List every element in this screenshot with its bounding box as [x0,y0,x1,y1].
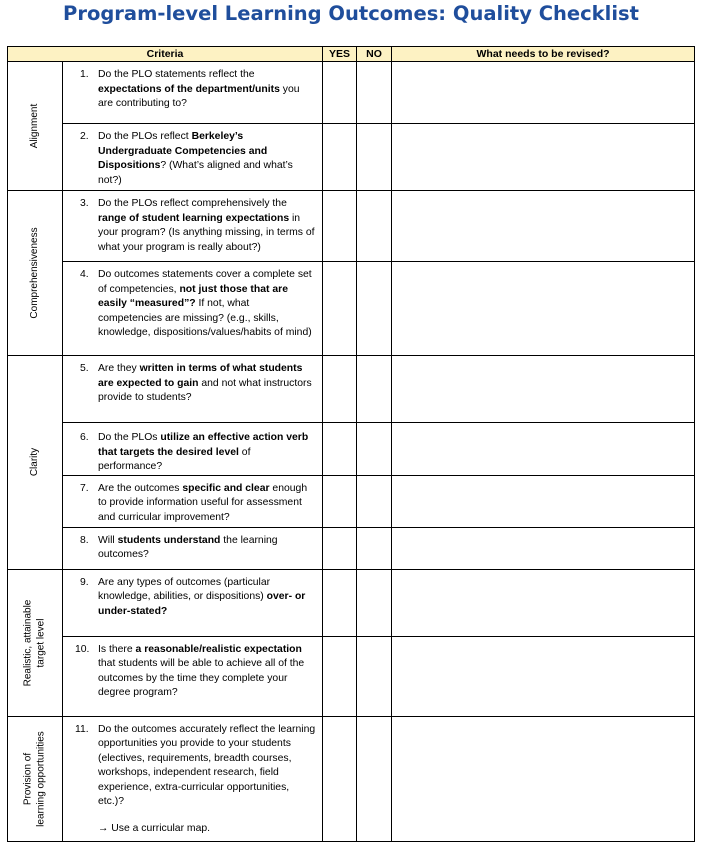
item-text: Are the outcomes [98,482,183,494]
item-text: and not what instructors provide to students? [98,377,312,403]
revise-cell[interactable] [392,124,695,191]
criterion-9 [63,569,323,636]
category-label: learning opportunities [35,730,46,827]
revise-cell[interactable] [392,191,695,262]
item-text: Do the PLO statements reflect the [98,69,255,80]
header-yes: YES [323,47,357,62]
criterion-5 [63,356,323,423]
table-row [8,475,695,527]
page-title: Program-level Learning Outcomes: Quality Checklist [63,2,639,25]
category-label: Realistic, attainable [22,599,34,686]
table-row [8,356,695,423]
item-text-bold: utilize an effective action verb that targets the desired level [98,432,309,458]
item-text: that students will be able to achieve all of the outcomes by the time they complete your degree program? [98,658,305,698]
revise-cell[interactable] [392,262,695,356]
checklist-table [7,46,695,842]
item-text-bold: expectations of the department/units [98,83,280,95]
item-number: 2. [80,131,89,142]
table-row [8,423,695,476]
category-realistic [8,569,63,716]
category-comprehensiveness [8,191,63,356]
item-text: Are they [98,363,140,374]
category-label: Comprehensiveness [28,227,40,319]
item-number: 1. [80,69,89,80]
yes-cell[interactable] [323,527,357,569]
category-label: Alignment [28,103,40,149]
item-number: 8. [80,534,89,546]
no-cell[interactable] [357,262,392,356]
yes-cell[interactable] [323,636,357,716]
yes-cell[interactable] [323,191,357,262]
table-row [8,191,695,262]
no-cell[interactable] [357,191,392,262]
no-cell[interactable] [357,527,392,569]
header-criteria: Criteria [8,47,323,62]
criterion-8 [63,527,323,569]
item-number: 7. [80,482,89,494]
category-provision [8,716,63,841]
no-cell[interactable] [357,356,392,423]
criterion-2 [63,124,323,191]
item-text-bold: over- or under-stated? [98,591,306,617]
item-text-bold: a reasonable/realistic expectation [135,643,302,655]
item-number: 9. [80,576,89,588]
yes-cell[interactable] [323,124,357,191]
criterion-10 [63,636,323,716]
no-cell[interactable] [357,569,392,636]
curricular-map-note: → Use a curricular map. [98,822,211,834]
revise-cell[interactable] [392,475,695,527]
item-text: Is there [98,643,136,655]
revise-cell[interactable] [392,716,695,841]
item-text-bold: not just those that are easily “measured”? [98,283,288,309]
yes-cell[interactable] [323,62,357,124]
revise-cell[interactable] [392,62,695,124]
item-text: in your program? (Is anything missing, in terms of what your program is really about?) [98,212,315,253]
item-text: you are contributing to? [98,83,300,109]
no-cell[interactable] [357,636,392,716]
no-cell[interactable] [357,423,392,476]
table-row [8,716,695,841]
item-text-bold: written in terms of what students are expected to gain [98,363,303,389]
header-revise: What needs to be revised? [392,47,695,62]
item-number: 11. [75,723,89,735]
item-text: If not, what competencies are missing? (e.g., skills, knowledge, dispositions/values/habits of mind) [98,298,312,338]
revise-cell[interactable] [392,527,695,569]
yes-cell[interactable] [323,262,357,356]
yes-cell[interactable] [323,716,357,841]
revise-cell[interactable] [392,636,695,716]
header-no: NO [357,47,392,62]
item-number: 6. [80,432,89,443]
table-row [8,569,695,636]
item-number: 10. [75,643,90,655]
criterion-4 [63,262,323,356]
item-text: Do outcomes statements cover a complete set of competencies, [98,269,312,295]
item-number: 5. [80,363,89,374]
no-cell[interactable] [357,475,392,527]
item-text-bold: specific and clear [182,482,270,494]
item-text: Do the outcomes accurately reflect the learning opportunities you provide to your students (electives, requirements, breadth courses, workshops, independent research, field experience, extra-curricular opportunities, etc.)? [98,723,316,807]
revise-cell[interactable] [392,423,695,476]
table-row [8,262,695,356]
table-row [8,124,695,191]
item-text: Do the PLOs reflect comprehensively the [98,198,287,209]
item-text: Are any types of outcomes (particular knowledge, abilities, or dispositions) [98,576,271,602]
yes-cell[interactable] [323,475,357,527]
table-row [8,62,695,124]
yes-cell[interactable] [323,423,357,476]
category-label: Provision of [22,752,34,805]
criterion-11 [63,716,323,841]
item-text: enough to provide information useful for assessment and curricular improvement? [98,482,308,523]
item-text-bold: students understand [117,534,221,546]
category-label: Clarity [28,448,40,477]
item-text: ? (What’s aligned and what’s not?) [98,160,293,186]
item-text-bold: range of student learning expectations [98,212,290,224]
item-text: Do the PLOs [98,432,161,443]
item-text: of performance? [98,446,251,472]
table-row [8,527,695,569]
yes-cell[interactable] [323,356,357,423]
category-alignment [8,62,63,191]
table-row [8,636,695,716]
item-text: the learning outcomes? [98,534,278,560]
category-label: target level [35,618,46,667]
no-cell[interactable] [357,62,392,124]
criterion-7 [63,475,323,527]
revise-cell[interactable] [392,356,695,423]
item-number: 3. [80,198,89,209]
revise-cell[interactable] [392,569,695,636]
yes-cell[interactable] [323,569,357,636]
item-text: Do the PLOs reflect [98,131,192,142]
item-text: Will [98,534,118,546]
no-cell[interactable] [357,124,392,191]
no-cell[interactable] [357,716,392,841]
criterion-3 [63,191,323,262]
criterion-1 [63,62,323,124]
category-clarity [8,356,63,570]
header-row [8,47,695,62]
item-text-bold: Berkeley’s Undergraduate Competencies and Dispositions [98,131,268,171]
item-number: 4. [80,269,89,280]
criterion-6 [63,423,323,476]
